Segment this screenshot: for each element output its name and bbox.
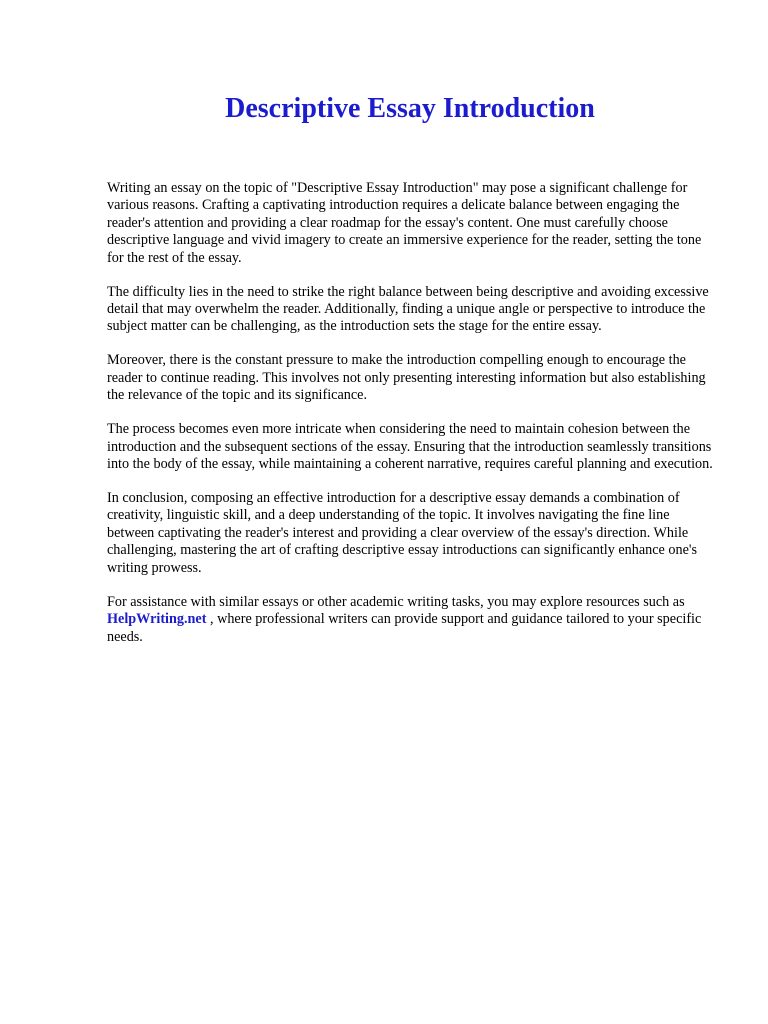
paragraph-5: In conclusion, composing an effective introduction for a descriptive essay demands a combination of creativity, linguistic skill, and a deep understanding of the topic. It involves navigating the fine line between captivating the reader's interest and providing a clear overview of the essay's direction. While challenging, mastering the art of crafting descriptive essay introductions can significantly enhance one's writing prowess. bbox=[107, 490, 697, 576]
closing-paragraph bbox=[107, 594, 719, 646]
paragraph-4: The process becomes even more intricate when considering the need to maintain cohesion between the introduction and the subsequent sections of the essay. Ensuring that the introduction seamlessly transitions into the body of the essay, while maintaining a coherent narrative, requires careful planning and execution. bbox=[107, 421, 713, 473]
essay-body bbox=[107, 180, 719, 663]
page-title: Descriptive Essay Introduction bbox=[225, 93, 595, 124]
closing-text-before-link: For assistance with similar essays or other academic writing tasks, you may explore resources such as bbox=[107, 593, 685, 610]
helpwriting-link[interactable]: HelpWriting.net bbox=[107, 611, 207, 628]
paragraph-1: Writing an essay on the topic of "Descriptive Essay Introduction" may pose a significant challenge for various reasons. Crafting a captivating introduction requires a delicate balance between engaging the reader's attention and providing a clear roadmap for the essay's content. One must carefully choose descriptive language and vivid imagery to create an immersive experience for the reader, setting the tone for the rest of the essay. bbox=[107, 180, 702, 266]
paragraph-3: Moreover, there is the constant pressure to make the introduction compelling enough to encourage the reader to continue reading. This involves not only presenting interesting information but also establishing the relevance of the topic and its significance. bbox=[107, 352, 706, 404]
paragraph-2: The difficulty lies in the need to strike the right balance between being descriptive and avoiding excessive detail that may overwhelm the reader. Additionally, finding a unique angle or perspective to introduce the subject matter can be challenging, as the introduction sets the stage for the entire essay. bbox=[107, 283, 709, 335]
closing-text-after-link: , where professional writers can provide support and guidance tailored to your specific needs. bbox=[107, 611, 702, 645]
